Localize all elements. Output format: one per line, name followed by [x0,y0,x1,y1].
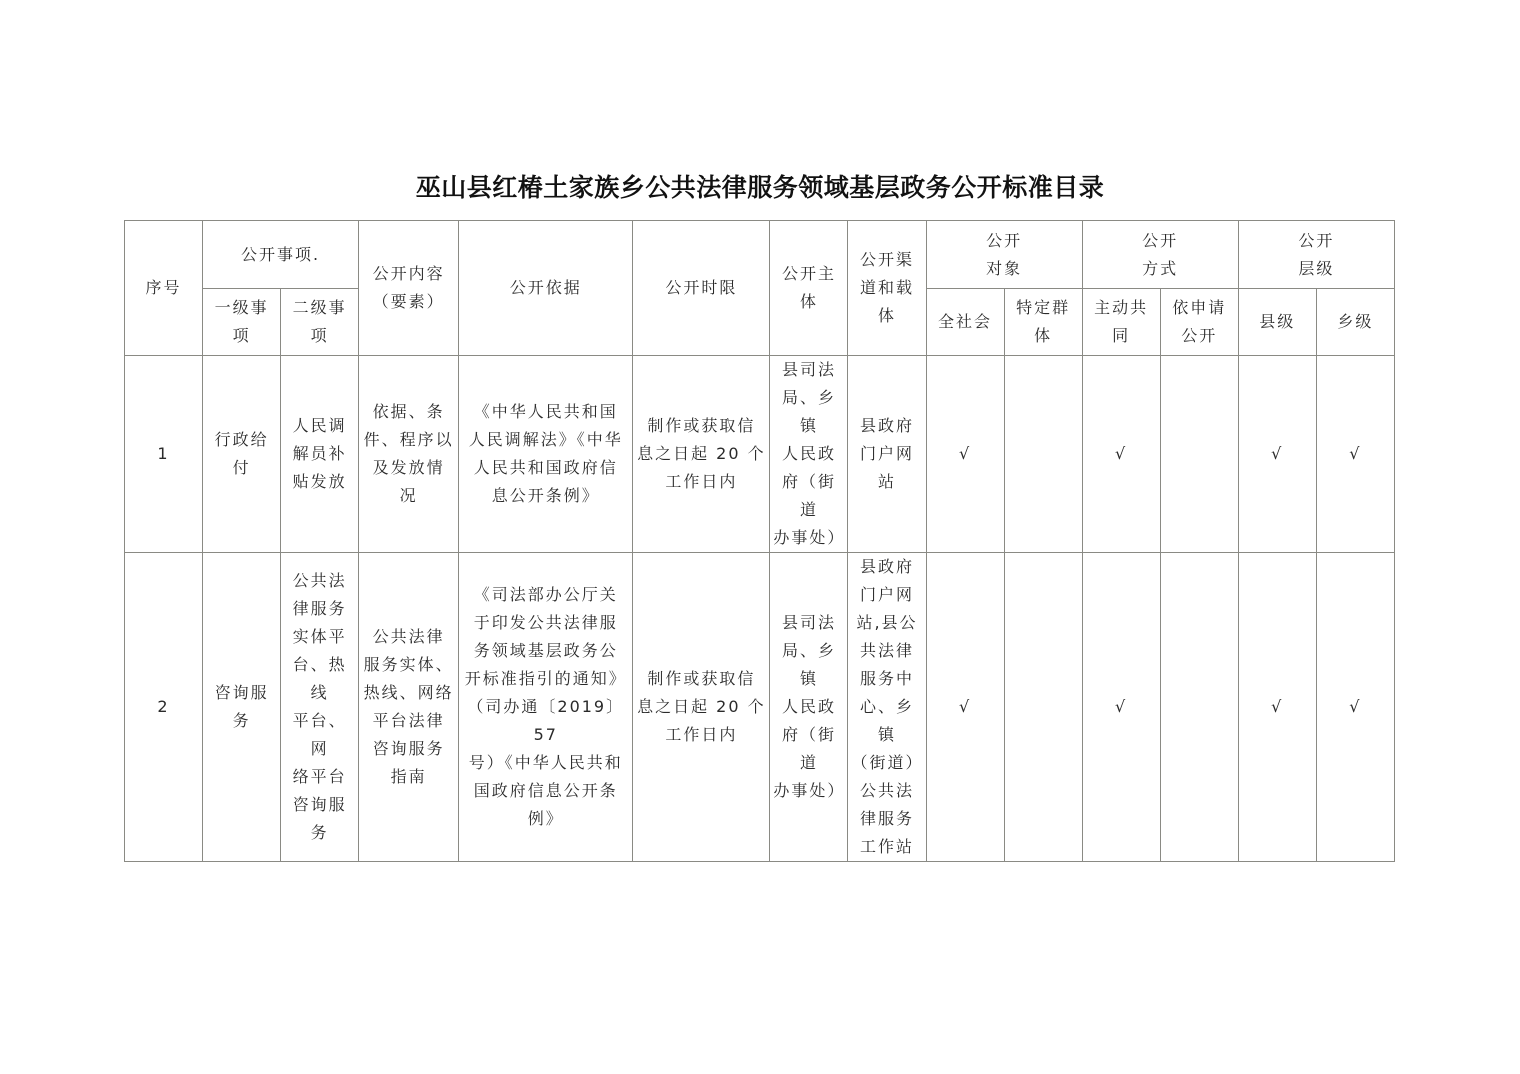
cell-text-line: 人民共和国政府信 [473,458,618,477]
cell-text-line: 站,县公 [856,613,918,632]
cell-text-line: 律服务 [859,809,914,828]
cell-level2 [281,356,359,553]
cell-text-line: 依据、条 [372,402,445,421]
cell-text-line: 热线、网络 [363,683,454,702]
cell-text-line: 公开 [1142,230,1179,250]
header-content [359,221,459,356]
cell-text-line: 于印发公共法律服 [473,613,618,632]
cell-text-line: 主动共 [1094,298,1149,317]
cell-text-line: 对象 [986,258,1023,278]
cell-text-line: 公开 [986,230,1023,250]
cell-text-line: 平台、网 [292,711,347,758]
cell-text-line: 办事处） [773,528,846,547]
cell-level1 [203,356,281,553]
cell-text-line: 公开 [1298,230,1335,250]
cell-text-line: 息公开条例》 [491,486,600,505]
header-target-specific [1004,289,1082,356]
cell-text-line: （司办通〔2019〕57 [467,697,625,744]
header-method [1082,221,1238,289]
cell-text-line: 务 [232,711,251,730]
cell-text-line: 县司法 [781,360,836,379]
cell-subject [770,356,848,553]
cell-text-line: 体 [1034,326,1053,345]
header-level-township: 乡级 [1316,289,1394,356]
cell-method-active-check: √ [1082,553,1160,862]
cell-target-specific [1004,553,1082,862]
cell-text-line: 公共法律 [372,627,445,646]
header-target-all: 全社会 [926,289,1004,356]
cell-text-line: 件、程序以 [363,430,454,449]
header-subject [770,221,848,356]
cell-text-line: 及发放情 [372,458,445,477]
cell-text-line: 络平台 [292,767,347,786]
header-channel [848,221,926,356]
cell-subject [770,553,848,862]
cell-text-line: 依申请 [1172,298,1227,317]
cell-text-line: 共法律 [859,641,914,660]
cell-text-line: 制作或获取信 [647,416,756,435]
cell-text-line: 咨询服 [214,683,269,702]
cell-text-line: 府（街道 [781,472,836,519]
cell-text-line: 体 [799,292,818,311]
cell-text-line: 层级 [1298,258,1335,278]
cell-level-county-check: √ [1238,356,1316,553]
cell-method-request [1160,356,1238,553]
cell-text-line: 解员补 [292,444,347,463]
header-method-request [1160,289,1238,356]
header-level-county: 县级 [1238,289,1316,356]
cell-basis [459,356,633,553]
cell-text-line: 公开内容 [372,264,445,283]
cell-text-line: 务 [310,823,329,842]
cell-time-limit [633,356,770,553]
cell-text-line: （要素） [372,292,445,311]
cell-text-line: 实体平 [292,627,347,646]
cell-text-line: 《中华人民共和国 [473,402,618,421]
cell-text-line: 项 [232,326,251,345]
cell-text-line: 公开主 [781,264,836,283]
cell-text-line: 息之日起 20 个 [637,697,766,716]
cell-target-all-check: √ [926,356,1004,553]
cell-text-line: 办事处） [773,781,846,800]
cell-text-line: 开标准指引的通知》 [464,669,627,688]
cell-text-line: 特定群 [1016,298,1071,317]
cell-seq: 1 [125,356,203,553]
cell-channel [848,553,926,862]
cell-text-line: 公开渠 [859,250,914,269]
cell-text-line: 平台法律 [372,711,445,730]
cell-text-line: 工作站 [859,837,914,856]
header-basis: 公开依据 [459,221,633,356]
cell-text-line: （街道） [851,753,924,772]
cell-text-line: 同 [1112,326,1131,345]
cell-text-line: 服务实体、 [363,655,454,674]
cell-text-line: 体 [877,306,896,325]
header-row-1 [125,221,1395,289]
cell-level-county-check: √ [1238,553,1316,862]
cell-text-line: 公共法 [859,781,914,800]
cell-target-all-check: √ [926,553,1004,862]
cell-text-line: 例》 [527,809,564,828]
cell-content [359,553,459,862]
header-level1 [203,289,281,356]
cell-text-line: 台、热线 [292,655,347,702]
cell-text-line: 指南 [390,767,427,786]
cell-text-line: 公开 [1181,326,1218,345]
cell-text-line: 县司法 [781,613,836,632]
cell-text-line: 号）《中华人民共和 [468,753,623,772]
header-seq: 序号 [125,221,203,356]
cell-text-line: 贴发放 [292,472,347,491]
cell-basis [459,553,633,862]
cell-text-line: 人民调 [292,416,347,435]
header-method-active [1082,289,1160,356]
cell-text-line: 付 [232,458,251,477]
cell-text-line: 国政府信息公开条 [473,781,618,800]
cell-text-line: 律服务 [292,599,347,618]
cell-text-line: 道和载 [859,278,914,297]
cell-text-line: 行政给 [214,430,269,449]
cell-text-line: 门户网 [859,585,914,604]
cell-method-active-check: √ [1082,356,1160,553]
cell-text-line: 站 [877,472,896,491]
cell-text-line: 工作日内 [665,472,738,491]
cell-text-line: 《司法部办公厅关 [473,585,618,604]
table-row [125,553,1395,862]
cell-text-line: 人民政 [781,444,836,463]
cell-text-line: 县政府 [859,557,914,576]
cell-text-line: 务领域基层政务公 [473,641,618,660]
page-title: 巫山县红椿土家族乡公共法律服务领域基层政务公开标准目录 [415,173,1105,202]
cell-text-line: 二级事 [292,298,347,317]
cell-text-line: 人民政 [781,697,836,716]
cell-text-line: 心、乡镇 [859,697,914,744]
cell-text-line: 息之日起 20 个 [637,444,766,463]
cell-text-line: 门户网 [859,444,914,463]
header-level [1238,221,1394,289]
cell-text-line: 人民调解法》《中华 [468,430,623,449]
cell-channel [848,356,926,553]
header-time-limit: 公开时限 [633,221,770,356]
cell-text-line: 公共法 [292,571,347,590]
cell-time-limit [633,553,770,862]
cell-text-line: 项 [310,326,329,345]
cell-text-line: 服务中 [859,669,914,688]
cell-text-line: 方式 [1142,258,1179,278]
cell-text-line: 况 [399,486,418,505]
cell-seq: 2 [125,553,203,862]
cell-text-line: 府（街道 [781,725,836,772]
cell-text-line: 局、乡镇 [781,641,836,688]
cell-level-township-check: √ [1316,553,1394,862]
cell-text-line: 咨询服务 [372,739,445,758]
cell-level2 [281,553,359,862]
table-row [125,356,1395,553]
cell-method-request [1160,553,1238,862]
cell-text-line: 制作或获取信 [647,669,756,688]
header-level2 [281,289,359,356]
cell-text-line: 咨询服 [292,795,347,814]
cell-target-specific [1004,356,1082,553]
cell-text-line: 工作日内 [665,725,738,744]
cell-text-line: 县政府 [859,416,914,435]
catalog-table [124,220,1395,862]
cell-text-line: 一级事 [214,298,269,317]
header-items: 公开事项. [203,221,359,289]
cell-level1 [203,553,281,862]
cell-content [359,356,459,553]
cell-level-township-check: √ [1316,356,1394,553]
header-target [926,221,1082,289]
cell-text-line: 局、乡镇 [781,388,836,435]
